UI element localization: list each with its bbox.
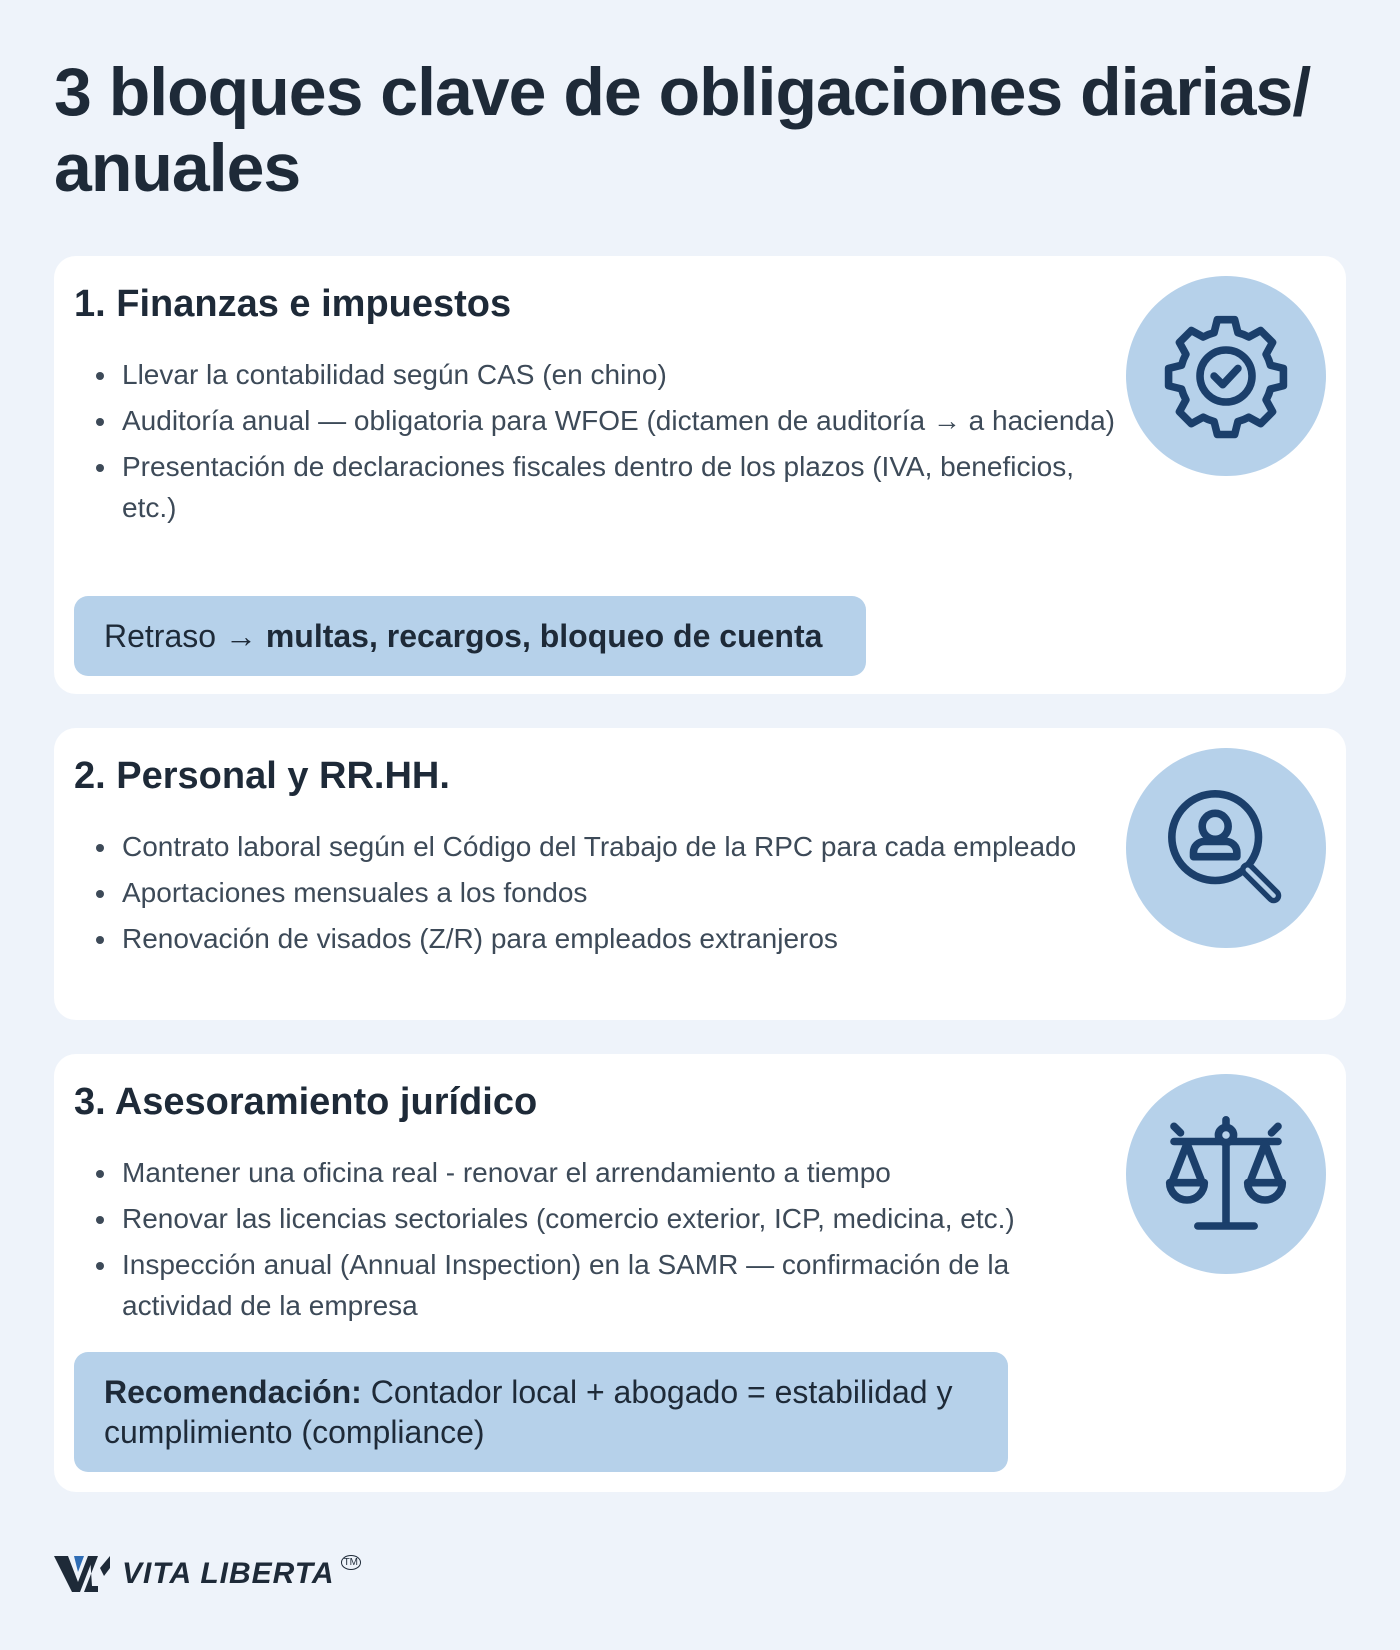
- brand-logo: [54, 1552, 361, 1596]
- card-heading: 1. Finanzas e impuestos: [74, 283, 512, 325]
- card-list: [74, 1152, 1122, 1331]
- card-heading: 3. Asesoramiento jurídico: [74, 1081, 538, 1123]
- trademark-mark: TM: [341, 1555, 361, 1570]
- warning-callout: [74, 596, 866, 676]
- person-search-icon: [1126, 748, 1326, 948]
- card-list: [74, 826, 1122, 964]
- list-item: Aportaciones mensuales a los fondos: [122, 872, 1122, 913]
- card-personal: [54, 728, 1346, 1020]
- vita-liberta-logo-icon: [54, 1554, 110, 1594]
- recommendation-callout: [74, 1352, 1008, 1472]
- card-heading: 2. Personal y RR.HH.: [74, 755, 450, 797]
- scales-icon: [1126, 1074, 1326, 1274]
- list-item: Auditoría anual — obligatoria para WFOE (dictamen de auditoría → a hacienda): [122, 400, 1122, 441]
- callout-suffix: Contador local + abogado = estabilidad y cumplimiento (compliance): [104, 1374, 953, 1450]
- callout-bold: Recomendación:: [104, 1374, 362, 1410]
- list-item: Mantener una oficina real - renovar el arrendamiento a tiempo: [122, 1152, 1122, 1193]
- list-item: Renovar las licencias sectoriales (comercio exterior, ICP, medicina, etc.): [122, 1198, 1122, 1239]
- list-item: Contrato laboral según el Código del Trabajo de la RPC para cada empleado: [122, 826, 1122, 867]
- gear-check-icon: [1126, 276, 1326, 476]
- brand-name: VITA LIBERTA: [122, 1557, 335, 1590]
- callout-prefix: Retraso →: [104, 618, 266, 654]
- card-juridico: [54, 1054, 1346, 1492]
- card-finanzas: [54, 256, 1346, 694]
- card-list: [74, 354, 1122, 533]
- list-item: Llevar la contabilidad según CAS (en chino): [122, 354, 1122, 395]
- list-item: Renovación de visados (Z/R) para empleados extranjeros: [122, 918, 1122, 959]
- list-item: Inspección anual (Annual Inspection) en la SAMR — confirmación de la actividad de la empresa: [122, 1244, 1122, 1326]
- page-title: 3 bloques clave de obligaciones diarias/ anuales: [54, 54, 1311, 206]
- list-item: Presentación de declaraciones fiscales dentro de los plazos (IVA, beneficios, etc.): [122, 446, 1122, 528]
- callout-bold: multas, recargos, bloqueo de cuenta: [265, 618, 823, 654]
